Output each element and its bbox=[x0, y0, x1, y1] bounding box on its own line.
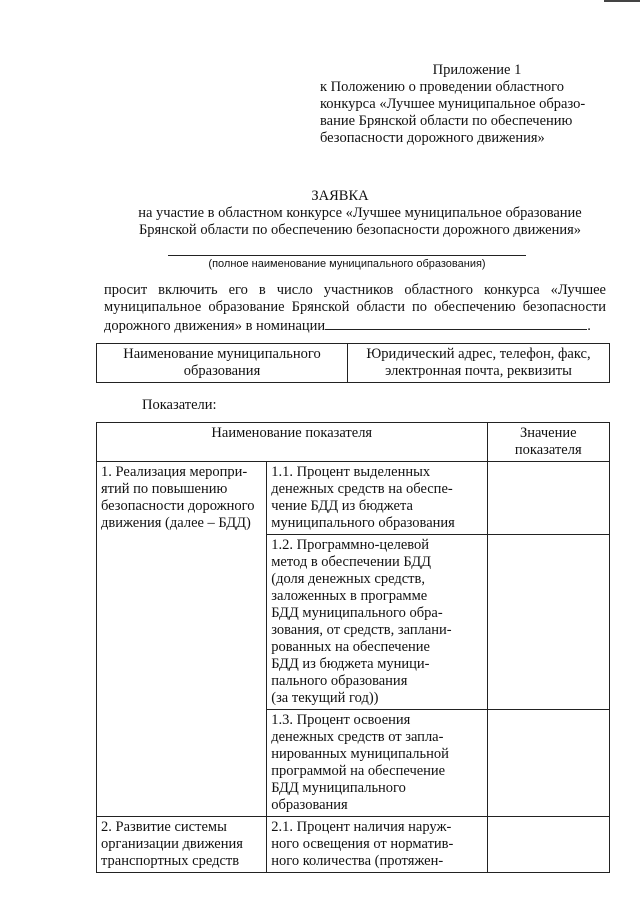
indicator-cell bbox=[267, 535, 487, 710]
cell-text: зования, от средств, заплани- bbox=[271, 622, 452, 638]
indicator-value-cell[interactable] bbox=[487, 817, 609, 873]
application-title: ЗАЯВКА bbox=[311, 188, 369, 204]
application-subtitle bbox=[90, 205, 630, 239]
indicator-cell bbox=[267, 462, 487, 535]
scan-edge-mark bbox=[604, 0, 640, 2]
cell-text: ного освещения от норматив- bbox=[271, 836, 454, 852]
cell-text: (за текущий год)) bbox=[271, 690, 379, 706]
cell-text: БДД муниципального bbox=[271, 780, 406, 796]
cell-text: образования bbox=[183, 363, 261, 379]
cell-text: чение БДД из бюджета bbox=[271, 498, 413, 514]
paragraph-line: просит включить его в число участников областного конкурса «Лучшее bbox=[104, 282, 606, 298]
cell-text: программой на обеспечение bbox=[271, 763, 446, 779]
header-indicator-name: Наименование показателя bbox=[97, 423, 488, 462]
appendix-line: безопасности дорожного движения» bbox=[320, 130, 545, 146]
indicator-cell bbox=[267, 710, 487, 817]
subtitle-line: Брянской области по обеспечению безопасности дорожного движения» bbox=[138, 222, 582, 238]
indicator-value-cell[interactable] bbox=[487, 710, 609, 817]
cell-text: 1.3. Процент освоения bbox=[271, 712, 411, 728]
cell-text: (доля денежных средств, bbox=[271, 571, 425, 587]
paragraph-end: . bbox=[587, 318, 591, 334]
indicators-label: Показатели: bbox=[142, 397, 217, 413]
cell-text: 1. Реализация меропри- bbox=[101, 464, 248, 480]
cell-text: 2. Развитие системы bbox=[101, 819, 227, 835]
cell-text: электронная почта, реквизиты bbox=[385, 363, 572, 379]
cell-text: Значение bbox=[519, 425, 577, 441]
appendix-line: вание Брянской области по обеспечению bbox=[320, 113, 573, 129]
cell-text: безопасности дорожного bbox=[101, 498, 255, 514]
cell-text: заложенных в программе bbox=[271, 588, 428, 604]
info-col-address bbox=[348, 344, 610, 383]
cell-text: БДД из бюджета муници- bbox=[271, 656, 430, 672]
municipality-info-table bbox=[96, 343, 610, 383]
cell-text: образования bbox=[271, 797, 348, 813]
paragraph-line-last bbox=[104, 316, 606, 335]
appendix-header bbox=[320, 62, 620, 147]
paragraph-line: дорожного движения» в номинации bbox=[104, 318, 326, 334]
indicator-value-cell[interactable] bbox=[487, 535, 609, 710]
table-row bbox=[97, 462, 610, 535]
cell-text: 1.1. Процент выделенных bbox=[271, 464, 431, 480]
cell-text: рованных на обеспечение bbox=[271, 639, 430, 655]
table-row bbox=[97, 817, 610, 873]
cell-text: ного количества (протяжен- bbox=[271, 853, 444, 869]
cell-text: организации движения bbox=[101, 836, 243, 852]
table-header-row bbox=[97, 423, 610, 462]
cell-text: ятий по повышению bbox=[101, 481, 228, 497]
appendix-line: к Положению о проведении областного bbox=[320, 79, 564, 95]
cell-text: БДД муниципального обра- bbox=[271, 605, 443, 621]
indicator-value-cell[interactable] bbox=[487, 462, 609, 535]
cell-text: 1.2. Программно-целевой bbox=[271, 537, 430, 553]
municipality-name-blank[interactable] bbox=[168, 255, 526, 256]
header-indicator-value bbox=[487, 423, 609, 462]
cell-text: 2.1. Процент наличия наруж- bbox=[271, 819, 452, 835]
appendix-line: конкурса «Лучшее муниципальное образо- bbox=[320, 96, 586, 112]
cell-text: пального образования bbox=[271, 673, 408, 689]
cell-text: муниципального образования bbox=[271, 515, 455, 531]
paragraph-line: муниципальное образование Брянской области по обеспечению безопасности bbox=[104, 299, 606, 315]
cell-text: транспортных средств bbox=[101, 853, 240, 869]
cell-text: движения (далее – БДД) bbox=[101, 515, 251, 531]
section-title-cell bbox=[97, 462, 267, 817]
cell-text: Наименование муниципального bbox=[123, 346, 321, 362]
cell-text: денежных средств на обеспе- bbox=[271, 481, 453, 497]
cell-text: показателя bbox=[514, 442, 582, 458]
cell-text: денежных средств от запла- bbox=[271, 729, 444, 745]
nomination-blank[interactable] bbox=[325, 316, 587, 330]
subtitle-line: на участие в областном конкурсе «Лучшее муниципальное образование bbox=[138, 205, 582, 221]
indicators-table bbox=[96, 422, 610, 873]
municipality-name-caption: (полное наименование муниципального образования) bbox=[208, 258, 486, 270]
section-title-cell bbox=[97, 817, 267, 873]
cell-text: Юридический адрес, телефон, факс, bbox=[366, 346, 591, 362]
request-paragraph bbox=[104, 282, 606, 335]
cell-text: метод в обеспечении БДД bbox=[271, 554, 431, 570]
indicator-cell bbox=[267, 817, 487, 873]
appendix-title: Приложение 1 bbox=[432, 62, 522, 78]
info-col-name bbox=[97, 344, 348, 383]
cell-text: нированных муниципальной bbox=[271, 746, 449, 762]
